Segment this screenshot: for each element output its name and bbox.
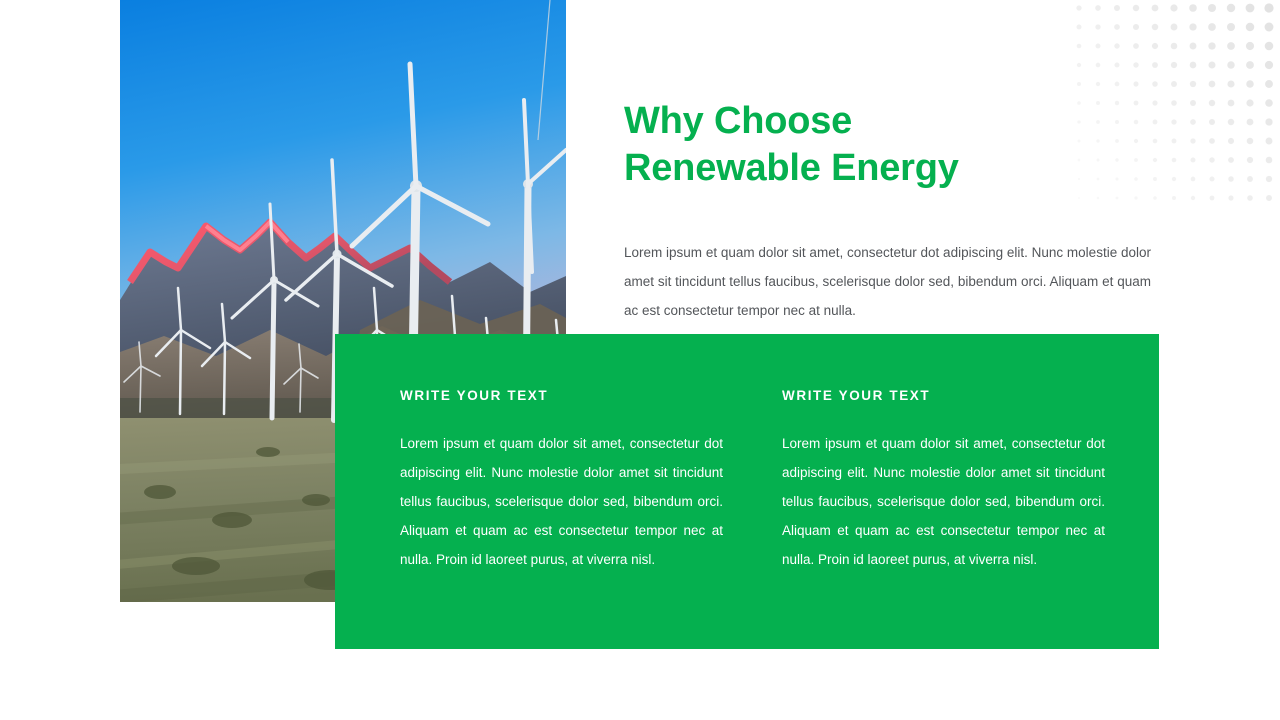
headline-line-1: Why Choose <box>624 100 853 142</box>
page-title <box>624 98 1184 192</box>
green-content-panel <box>335 334 1159 649</box>
column-right-body: Lorem ipsum et quam dolor sit amet, consectetur dot adipiscing elit. Nunc molestie dolor amet sit tincidunt tellus faucibus, scelerisque dolor sed, bibendum orci. Aliquam et quam ac est consectetur tempor nec at nulla. Proin id laoreet purus, at viverra nisl. <box>782 436 1105 567</box>
intro-paragraph: Lorem ipsum et quam dolor sit amet, consectetur dot adipiscing elit. Nunc molestie dolor amet sit tincidunt tellus faucibus, scelerisque dolor sed, bibendum orci. Aliquam et quam ac est consectetur tempor nec at nulla. <box>624 244 1151 318</box>
column-right-title: WRITE YOUR TEXT <box>782 388 931 403</box>
text-column-right <box>782 388 1105 574</box>
column-left-body: Lorem ipsum et quam dolor sit amet, consectetur dot adipiscing elit. Nunc molestie dolor amet sit tincidunt tellus faucibus, scelerisque dolor sed, bibendum orci. Aliquam et quam ac est consectetur tempor nec at nulla. Proin id laoreet purus, at viverra nisl. <box>400 436 723 567</box>
text-column-left <box>400 388 723 574</box>
headline-line-2: Renewable Energy <box>624 147 959 189</box>
column-left-title: WRITE YOUR TEXT <box>400 388 549 403</box>
